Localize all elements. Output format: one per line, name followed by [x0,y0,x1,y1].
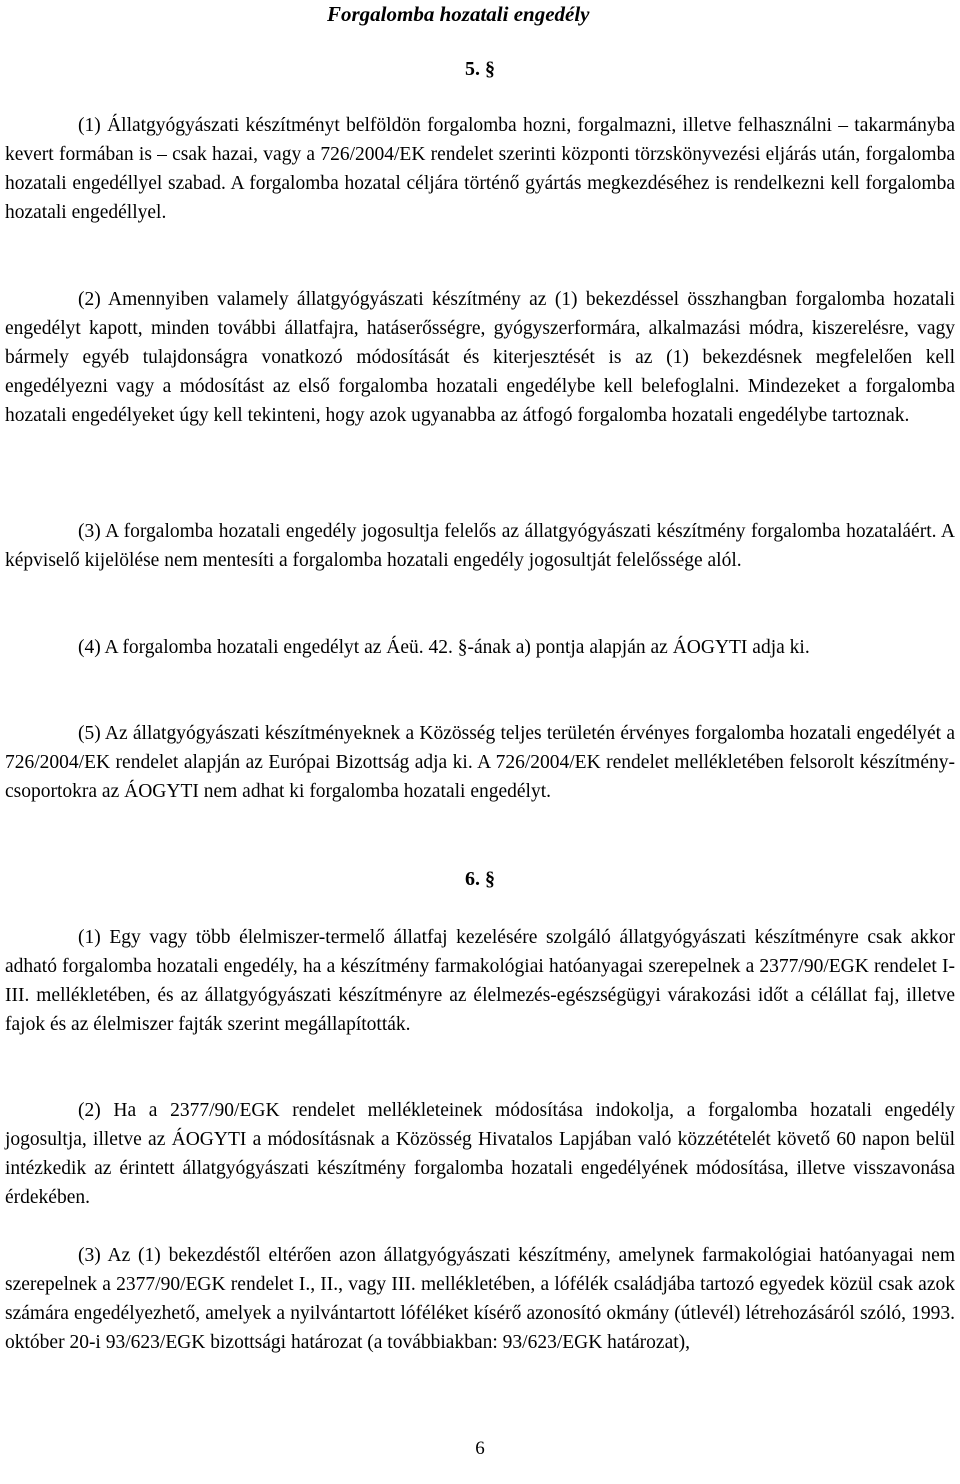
paragraph-6-2: (2) Ha a 2377/90/EGK rendelet mellékleteinek módosítása indokolja, a forgalomba hozatali engedély jogosultja, illetve az ÁOGYTI a módosításnak a Közösség Hivatalos Lapjában való közzétételét követő 60 napon belül intézkedik az érintett állatgyógyászati készítmény forgalomba hozatali engedélyének módosítása, illetve visszavonása érdekében. [5,1100,955,1208]
paragraph-6-3: (3) Az (1) bekezdéstől eltérően azon állatgyógyászati készítmény, amelynek farmakológiai hatóanyagai nem szerepelnek a 2377/90/EGK rendelet I., II., vagy III. mellékletében, a lófélék családjába tartozó egyedek közül csak azok számára engedélyezhető, amelyek a nyilvántartott lóféléket kísérő azonosító okmány (útlevél) létrehozásáról szóló, 1993. október 20-i 93/623/EGK bizottsági határozat (a továbbiakban: 93/623/EGK határozat), [5,1245,955,1353]
paragraph-5-5: (5) Az állatgyógyászati készítményeknek a Közösség teljes területén érvényes forgalomba hozatali engedélyét a 726/2004/EK rendelet alapján az Európai Bizottság adja ki. A 726/2004/EK rendelet mellékletében felsorolt készítmény-csoportokra az ÁOGYTI nem adhat ki forgalomba hozatali engedélyt. [5,723,955,802]
section-mark-6: 6. § [465,868,495,890]
paragraph-5-1: (1) Állatgyógyászati készítményt belföldön forgalomba hozni, forgalmazni, illetve felhasználni – takarmányba kevert formában is – csak hazai, vagy a 726/2004/EK rendelet szerinti központi törzskönyvezési eljárás után, forgalomba hozatali engedéllyel szabad. A forgalomba hozatal céljára történő gyártás megkezdéséhez is rendelkezni kell forgalomba hozatali engedéllyel. [5,115,955,223]
page-number: 6 [475,1438,485,1459]
document-title: Forgalomba hozatali engedély [327,2,590,26]
paragraph-5-2: (2) Amennyiben valamely állatgyógyászati készítmény az (1) bekezdéssel összhangban forgalomba hozatali engedélyt kapott, minden további állatfajra, hatáserősségre, gyógyszerformára, alkalmazási módra, kiszerelésre, vagy bármely egyéb tulajdonságra vonatkozó módosítását és kiterjesztését is az (1) bekezdésnek megfelelően kell engedélyezni vagy a módosítást az első forgalomba hozatali engedélybe kell belefoglalni. Mindezeket a forgalomba hozatali engedélyeket úgy kell tekinteni, hogy azok ugyanabba az átfogó forgalomba hozatali engedélybe tartoznak. [5,289,955,426]
paragraph-5-3: (3) A forgalomba hozatali engedély jogosultja felelős az állatgyógyászati készítmény forgalomba hozataláért. A képviselő kijelölése nem mentesíti a forgalomba hozatali engedély jogosultját felelőssége alól. [5,521,955,571]
paragraph-6-1: (1) Egy vagy több élelmiszer-termelő állatfaj kezelésére szolgáló állatgyógyászati készítményre csak akkor adható forgalomba hozatali engedély, ha a készítmény farmakológiai hatóanyagai szerepelnek a 2377/90/EGK rendelet I-III. mellékletében, és az állatgyógyászati készítményre az élelmezés-egészségügyi várakozási időt a célállat faj, illetve fajok és az élelmiszer fajták szerint megállapították. [5,927,955,1035]
section-mark-5: 5. § [465,58,495,80]
paragraph-5-4: (4) A forgalomba hozatali engedélyt az Áeü. 42. §-ának a) pontja alapján az ÁOGYTI adja ki. [78,637,810,658]
